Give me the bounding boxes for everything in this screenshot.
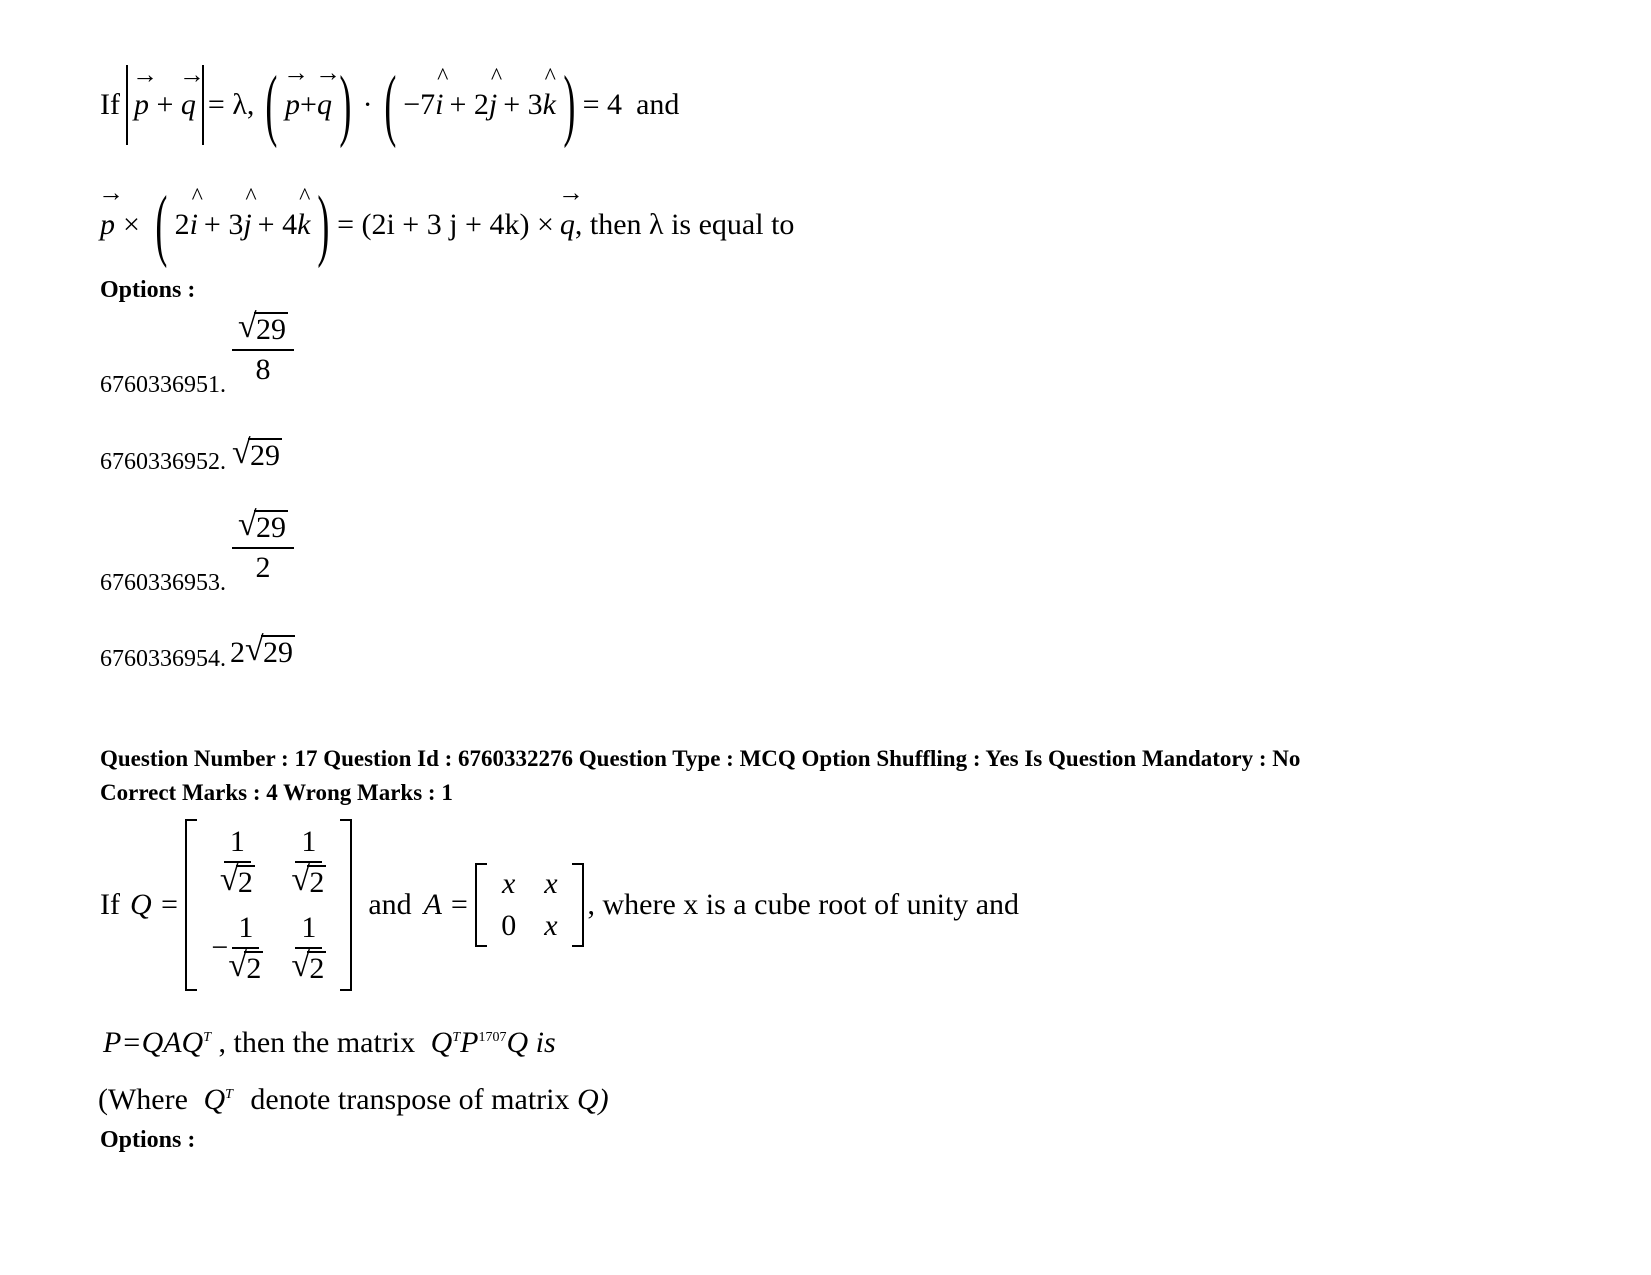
p-letter: P (460, 1026, 479, 1059)
coef-plus2: + 2 (449, 88, 489, 121)
word-if: If (100, 888, 120, 921)
radicand: 29 (250, 439, 280, 472)
option-1-fraction[interactable] (232, 308, 294, 387)
q-is: Q is (506, 1026, 556, 1059)
word-and: and (368, 888, 412, 921)
word-and: and (636, 88, 680, 121)
q-letter-2: Q (203, 1083, 226, 1116)
matrix-a-cell-11: x (502, 867, 516, 900)
radicand: 29 (256, 511, 286, 544)
option-4-value[interactable] (230, 631, 295, 670)
sqrt-symbol: √ 29 (238, 308, 286, 346)
q-letter: Q (430, 1026, 453, 1059)
unit-j-2: ^ j (243, 208, 251, 242)
matrix-a-cell-22: x (544, 909, 558, 942)
denote-transpose-text: denote transpose of matrix (250, 1083, 570, 1116)
matrix-a-cell-12: x (544, 867, 558, 900)
radicand: 29 (256, 313, 286, 346)
question-tail: , then λ is equal to (574, 208, 795, 241)
vector-q: → q (181, 65, 196, 145)
option-2-value[interactable] (232, 434, 282, 473)
unit-i-2: ^ i (190, 208, 198, 242)
unit-k: ^ k (543, 88, 556, 122)
q-close: Q) (576, 1083, 609, 1116)
coef-plus4: + 4 (257, 208, 298, 241)
vector-p: → p (134, 65, 149, 145)
coef-plus3-2: + 3 (203, 208, 244, 241)
close-paren-2: ) (563, 61, 576, 149)
magnitude-p-plus-q (126, 65, 204, 145)
q17-stem-line1 (100, 815, 1019, 995)
rhs-expression: = (2i + 3 j + 4k) × (337, 208, 554, 241)
coef-2: 2 (174, 208, 190, 241)
matrix-a (475, 863, 583, 947)
q16-options-label: Options : (100, 277, 196, 303)
option-id-2[interactable]: 6760336952. (100, 449, 226, 475)
coefficient: 2 (230, 636, 245, 669)
q17-options-label: Options : (100, 1127, 196, 1153)
where-text: (Where (98, 1083, 188, 1116)
q16-stem-line2 (100, 180, 794, 270)
equals-lambda: = λ, (207, 88, 255, 121)
transpose-sup-2: T (452, 1030, 461, 1045)
close-paren-3: ) (317, 181, 330, 269)
transpose-sup-3: T (225, 1087, 233, 1102)
close-paren: ) (339, 61, 352, 149)
option-id-1[interactable]: 6760336951. (100, 372, 226, 398)
plus-sign-2: + (300, 88, 317, 121)
unit-j: ^ j (489, 88, 497, 122)
vector-q-3: → q (560, 208, 575, 242)
option-3-fraction[interactable] (232, 506, 294, 585)
matrix-q (185, 819, 352, 991)
plus-sign: + (156, 88, 174, 121)
matrix-q-cell-22: 1 √ 2 (291, 910, 325, 985)
q17-stem-line3 (98, 1083, 609, 1117)
option-id-4[interactable]: 6760336954. (100, 646, 226, 672)
matrix-q-cell-11: 1 √ 2 (219, 824, 253, 899)
transpose-sup: T (203, 1030, 212, 1045)
dot-product: · (362, 88, 373, 121)
denominator: 2 (255, 551, 271, 584)
word-if: If (100, 88, 120, 121)
p-equals-qaqt: P=QAQ (103, 1026, 204, 1059)
matrix-q-cell-12: 1 √ 2 (291, 824, 325, 899)
q16-stem-line1 (100, 60, 679, 150)
matrix-a-cell-21: 0 (501, 909, 517, 942)
denominator: 8 (255, 353, 271, 386)
cross-sign: × (123, 208, 140, 241)
matrix-q-cell-21: − 1 √ 2 (211, 910, 262, 985)
q17-header-line2: Correct Marks : 4 Wrong Marks : 1 (100, 780, 453, 805)
vector-q-2: → q (317, 88, 332, 122)
power-1707: 1707 (478, 1030, 507, 1045)
sqrt-symbol: √ 29 (245, 631, 293, 669)
coef-plus3: + 3 (503, 88, 543, 121)
q17-header-line1: Question Number : 17 Question Id : 6760332276 Question Type : MCQ Option Shuffling : Yes Is Question Mandatory : No (100, 746, 1301, 771)
vector-p-3: → p (100, 208, 115, 242)
open-paren: ( (265, 61, 278, 149)
coef-minus7: −7 (403, 88, 436, 121)
option-id-3[interactable]: 6760336953. (100, 570, 226, 596)
then-the-matrix: , then the matrix (218, 1026, 416, 1059)
radicand: 29 (263, 636, 293, 669)
equals-four: = 4 (582, 88, 623, 121)
q17-stem-line2 (103, 1026, 556, 1060)
unit-k-2: ^ k (297, 208, 310, 242)
vector-p-2: → p (285, 88, 300, 122)
open-paren-3: ( (155, 181, 168, 269)
matrix-q-label: Q = (129, 888, 180, 921)
matrix-a-label: A = (423, 888, 470, 921)
unit-i: ^ i (435, 88, 443, 122)
sqrt-symbol: √ 29 (232, 434, 280, 472)
q17-stem-tail: , where x is a cube root of unity and (587, 888, 1020, 921)
sqrt-symbol: √ 29 (238, 506, 286, 544)
open-paren-2: ( (383, 61, 396, 149)
